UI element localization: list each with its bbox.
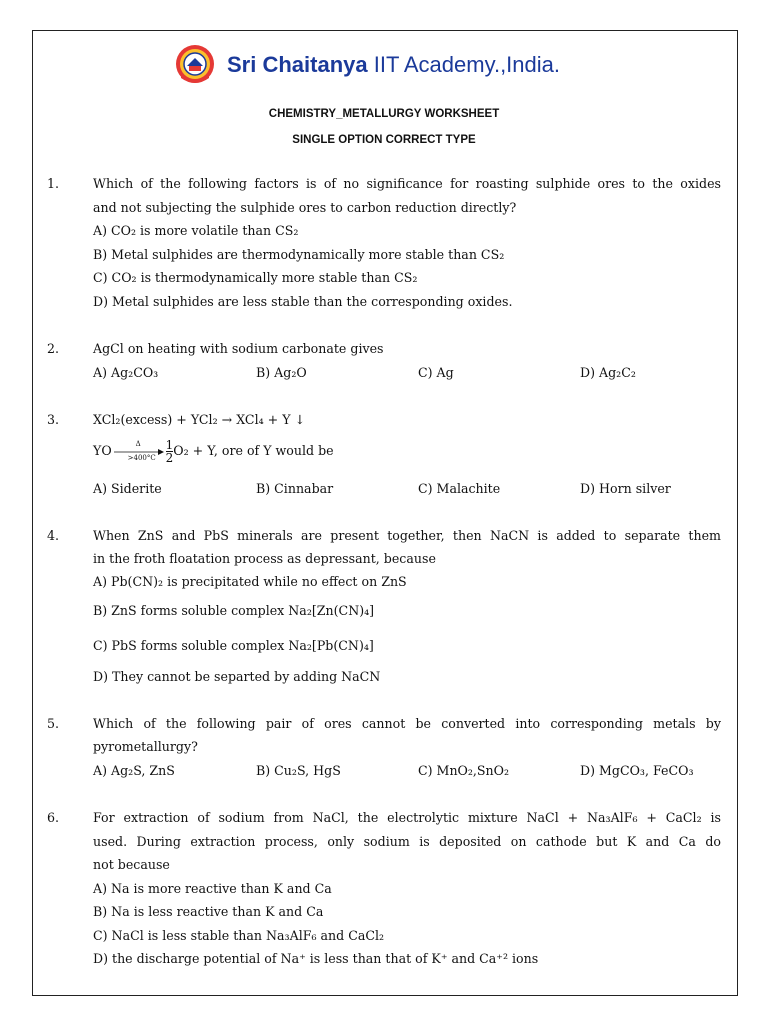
option-d: D) Metal sulphides are less stable than the corresponding oxides. xyxy=(93,294,513,309)
option-b: B) Cinnabar xyxy=(256,481,334,496)
option-c: C) CO₂ is thermodynamically more stable than CS₂ xyxy=(93,270,418,285)
header xyxy=(0,44,768,94)
question-text: in the froth floatation process as depressant, because xyxy=(93,551,436,566)
question-number: 3. xyxy=(47,412,60,427)
question-text: Which of the following pair of ores cannot be converted into corresponding metals by xyxy=(93,716,721,731)
option-a: A) Ag₂S, ZnS xyxy=(93,763,175,778)
worksheet-subtitle: SINGLE OPTION CORRECT TYPE xyxy=(292,134,476,146)
academy-emblem-icon xyxy=(175,44,215,86)
brand-bold: Sri Chaitanya xyxy=(227,52,368,77)
equation-right: O₂ + Y, ore of Y would be xyxy=(173,443,334,458)
option-b: B) Ag₂O xyxy=(256,365,307,380)
option-c: C) PbS forms soluble complex Na₂[Pb(CN)₄] xyxy=(93,638,374,653)
fraction-denominator: 2 xyxy=(165,451,174,465)
option-d: D) Horn silver xyxy=(580,481,671,496)
question-text: not because xyxy=(93,857,170,872)
heating-arrow xyxy=(112,439,166,462)
option-c: C) MnO₂,SnO₂ xyxy=(418,763,510,778)
option-d: D) the discharge potential of Na⁺ is less than that of K⁺ and Ca⁺² ions xyxy=(93,951,539,966)
brand-name xyxy=(227,52,560,78)
fraction-numerator: 1 xyxy=(165,438,174,452)
option-a: A) CO₂ is more volatile than CS₂ xyxy=(93,223,299,238)
question-text: used. During extraction process, only sodium is deposited on cathode but K and Ca do xyxy=(93,834,721,849)
question-text: AgCl on heating with sodium carbonate gives xyxy=(93,341,384,356)
reaction-equation xyxy=(93,439,721,464)
question-text: Which of the following factors is of no significance for roasting sulphide ores to the oxides xyxy=(93,176,721,191)
option-a: A) Na is more reactive than K and Ca xyxy=(93,881,332,896)
question-number: 4. xyxy=(47,528,60,543)
option-c: C) NaCl is less stable than Na₃AlF₆ and CaCl₂ xyxy=(93,928,385,943)
page-border xyxy=(32,30,738,996)
question-text: When ZnS and PbS minerals are present together, then NaCN is added to separate them xyxy=(93,528,721,543)
option-b: B) Metal sulphides are thermodynamically more stable than CS₂ xyxy=(93,247,505,262)
option-b: B) Cu₂S, HgS xyxy=(256,763,341,778)
question-text: pyrometallurgy? xyxy=(93,739,198,754)
option-d: D) Ag₂C₂ xyxy=(580,365,636,380)
option-a: A) Pb(CN)₂ is precipitated while no effect on ZnS xyxy=(93,574,407,589)
arrow-above: Δ xyxy=(135,439,141,448)
option-d: D) MgCO₃, FeCO₃ xyxy=(580,763,694,778)
option-a: A) Siderite xyxy=(93,481,162,496)
option-b: B) Na is less reactive than K and Ca xyxy=(93,904,324,919)
question-text: XCl₂(excess) + YCl₂ → XCl₄ + Y ↓ xyxy=(93,412,306,427)
option-c: C) Ag xyxy=(418,365,454,380)
question-number: 2. xyxy=(47,341,60,356)
question-number: 5. xyxy=(47,716,60,731)
question-text: and not subjecting the sulphide ores to carbon reduction directly? xyxy=(93,200,517,215)
equation-left: YO xyxy=(93,443,112,458)
option-c: C) Malachite xyxy=(418,481,501,496)
worksheet-title: CHEMISTRY_METALLURGY WORKSHEET xyxy=(268,108,500,120)
question-text: For extraction of sodium from NaCl, the electrolytic mixture NaCl + Na₃AlF₆ + CaCl₂ is xyxy=(93,810,721,825)
brand-rest: IIT Academy.,India. xyxy=(367,52,561,77)
question-number: 6. xyxy=(47,810,60,825)
option-b: B) ZnS forms soluble complex Na₂[Zn(CN)₄] xyxy=(93,603,375,618)
question-number: 1. xyxy=(47,176,60,191)
option-a: A) Ag₂CO₃ xyxy=(93,365,159,380)
arrow-below: >400°C xyxy=(127,453,156,462)
option-d: D) They cannot be separted by adding NaCN xyxy=(93,669,381,684)
